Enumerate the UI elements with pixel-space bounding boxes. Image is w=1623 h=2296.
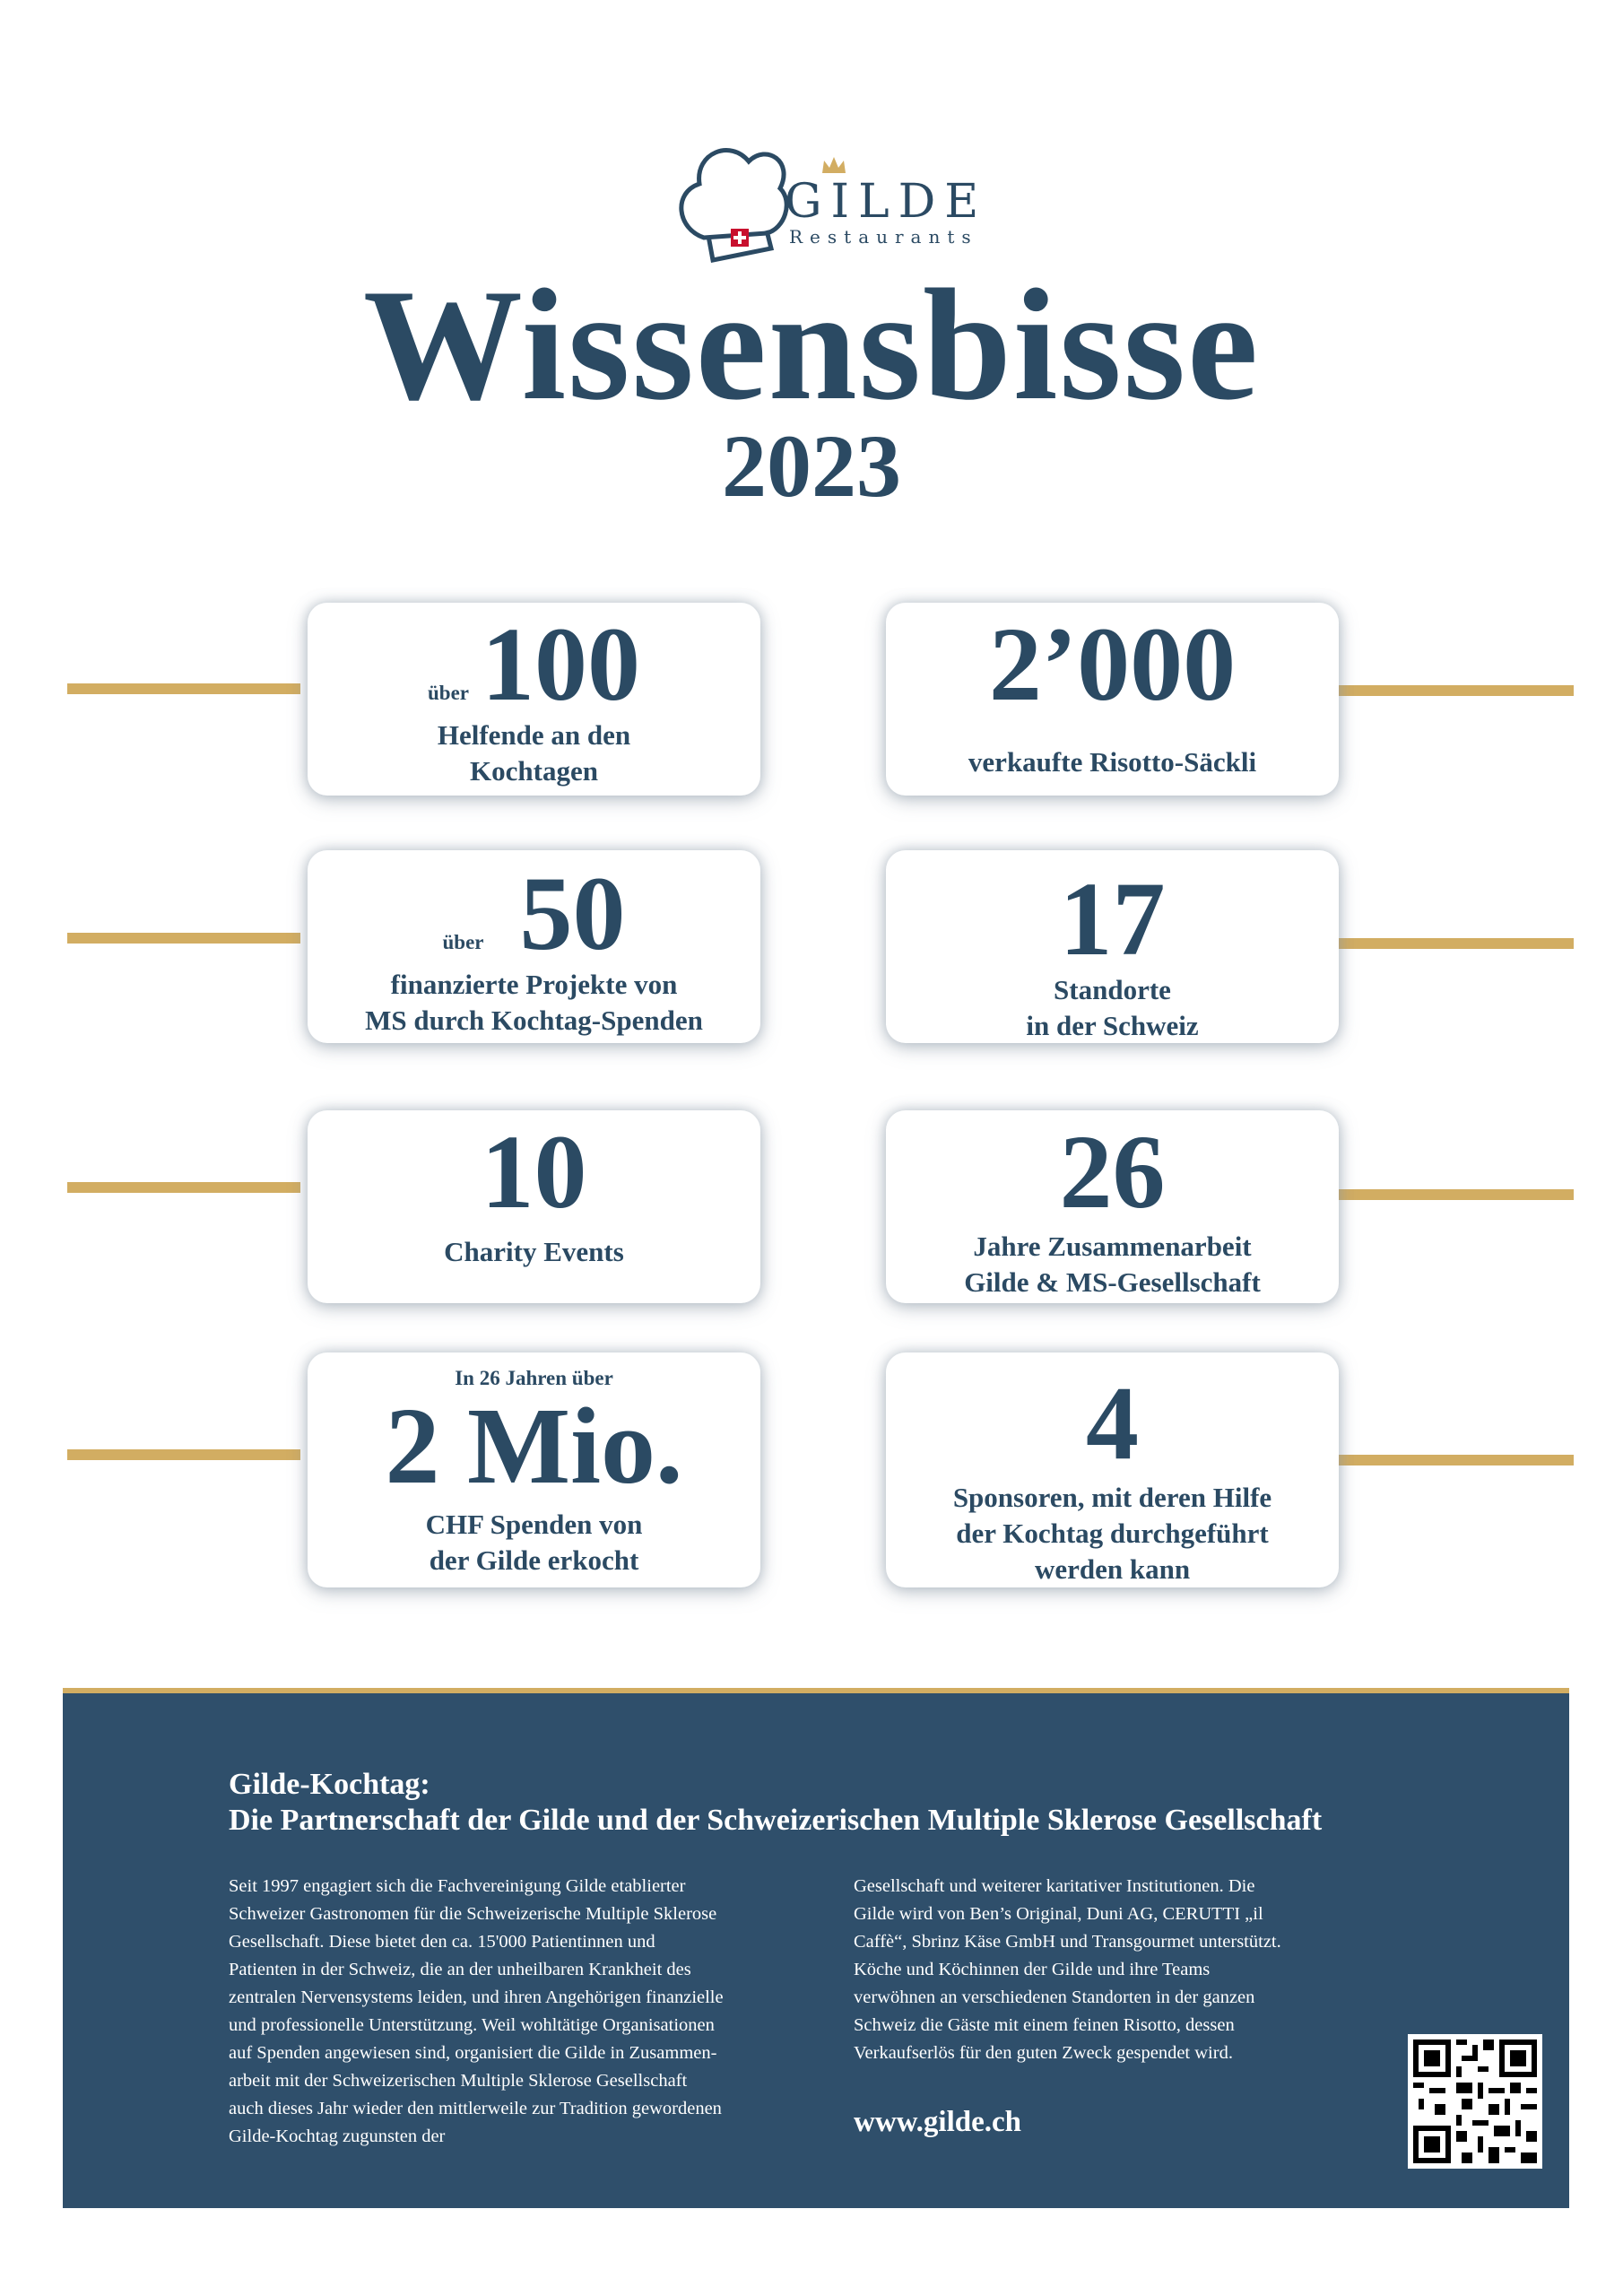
- page-title: Wissensbisse: [362, 256, 1261, 433]
- gold-line: [1336, 1189, 1574, 1200]
- gold-line: [67, 683, 300, 694]
- stat-card-risotto: [886, 603, 1339, 796]
- gold-line: [67, 1449, 300, 1460]
- stat-card-helpers: [308, 603, 760, 796]
- text-line: Gesellschaft. Diese bietet den ca. 15'000 Patientinnen und: [229, 1932, 655, 1952]
- text-line: arbeit mit der Schweizerischen Multiple Sklerose Gesellschaft: [229, 2071, 688, 2091]
- stat-card-donations: [308, 1352, 760, 1587]
- stat-card-years: [886, 1110, 1339, 1303]
- logo-subtitle: Restaurants: [789, 226, 978, 248]
- text-line: verwöhnen an verschiedenen Standorten in der ganzen: [854, 1987, 1255, 2007]
- gilde-logo: [668, 130, 991, 274]
- stat-label: Charity Events: [444, 1236, 624, 1267]
- panel-subheading: Die Partnerschaft der Gilde und der Schweizerischen Multiple Sklerose Gesellschaft: [229, 1804, 1323, 1837]
- stat-label: verkaufte Risotto-Säckli: [968, 746, 1257, 778]
- text-line: auch dieses Jahr wieder den mittlerweile zur Tradition gewordenen: [229, 2099, 722, 2118]
- crown-icon: [820, 155, 847, 177]
- logo-word: GILDE: [785, 175, 988, 229]
- info-panel: [63, 1693, 1569, 2208]
- panel-heading: Gilde-Kochtag:: [229, 1768, 430, 1801]
- stat-number: 100: [482, 605, 640, 723]
- stat-label: finanzierte Projekte von: [390, 969, 678, 1000]
- stat-label: Helfende an den: [437, 719, 631, 751]
- stat-label: der Gilde erkocht: [429, 1544, 639, 1576]
- stat-label: Jahre Zusammenarbeit: [973, 1231, 1252, 1262]
- text-line: zentralen Nervensystems leiden, und ihren Angehörigen finanzielle: [229, 1987, 724, 2007]
- text-line: Seit 1997 engagiert sich die Fachvereinigung Gilde etablierter: [229, 1876, 686, 1896]
- page-year: 2023: [722, 416, 901, 516]
- gold-line: [67, 933, 300, 944]
- text-line: Gesellschaft und weiterer karitativer Institutionen. Die: [854, 1876, 1255, 1896]
- panel-text-col1: [229, 1873, 803, 2151]
- text-line: und professionelle Unterstützung. Weil wohltätige Organisationen: [229, 2015, 715, 2035]
- stat-label: CHF Spenden von: [425, 1509, 643, 1540]
- stat-label: werden kann: [1034, 1553, 1191, 1585]
- stat-number: 10: [481, 1113, 587, 1231]
- text-line: Gilde-Kochtag zugunsten der: [229, 2126, 446, 2146]
- stat-label: MS durch Kochtag-Spenden: [365, 1004, 703, 1036]
- text-line: Schweiz die Gäste mit einem feinen Risotto, dessen: [854, 2015, 1235, 2035]
- stat-prefix: über: [428, 682, 469, 704]
- text-line: Verkaufserlös für den guten Zweck gespendet wird.: [854, 2043, 1233, 2063]
- text-line: Köche und Köchinnen der Gilde und ihre Teams: [854, 1960, 1211, 1979]
- stat-label: Gilde & MS-Gesellschaft: [964, 1266, 1261, 1298]
- text-line: Caffè“, Sbrinz Käse GmbH und Transgourmet unterstützt.: [854, 1932, 1281, 1952]
- qr-code-icon[interactable]: [1408, 2034, 1542, 2169]
- stat-prefix: In 26 Jahren über: [455, 1367, 613, 1389]
- chef-hat-icon: [668, 130, 794, 274]
- text-line: auf Spenden angewiesen sind, organisiert die Gilde in Zusammen-: [229, 2043, 717, 2063]
- stat-number: 4: [1086, 1364, 1139, 1482]
- stat-label: in der Schweiz: [1026, 1010, 1199, 1041]
- stat-label: der Kochtag durchgeführt: [956, 1518, 1269, 1549]
- stat-prefix: über: [442, 931, 484, 953]
- stat-card-locations: [886, 850, 1339, 1043]
- stat-number: 2 Mio.: [385, 1386, 683, 1507]
- text-line: Gilde wird von Ben’s Original, Duni AG, CERUTTI „il: [854, 1904, 1263, 1924]
- gold-line: [1336, 938, 1574, 949]
- stat-card-projects: [308, 850, 760, 1043]
- text-line: Schweizer Gastronomen für die Schweizerische Multiple Sklerose: [229, 1904, 717, 1924]
- stat-number: 26: [1059, 1113, 1166, 1231]
- stat-label: Standorte: [1054, 974, 1171, 1005]
- gold-line: [67, 1182, 300, 1193]
- stat-number: 2’000: [988, 605, 1237, 723]
- stat-number: 17: [1059, 860, 1166, 978]
- stat-label: Sponsoren, mit deren Hilfe: [952, 1482, 1272, 1513]
- website-link[interactable]: www.gilde.ch: [854, 2106, 1022, 2138]
- gold-line: [1336, 1455, 1574, 1465]
- stat-number: 50: [519, 855, 626, 972]
- gold-line: [1336, 685, 1574, 696]
- stat-label: Kochtagen: [470, 755, 598, 787]
- panel-text-col2: [854, 1873, 1428, 2067]
- stat-card-events: [308, 1110, 760, 1303]
- text-line: Patienten in der Schweiz, die an der unheilbaren Krankheit des: [229, 1960, 691, 1979]
- stat-card-sponsors: [886, 1352, 1339, 1587]
